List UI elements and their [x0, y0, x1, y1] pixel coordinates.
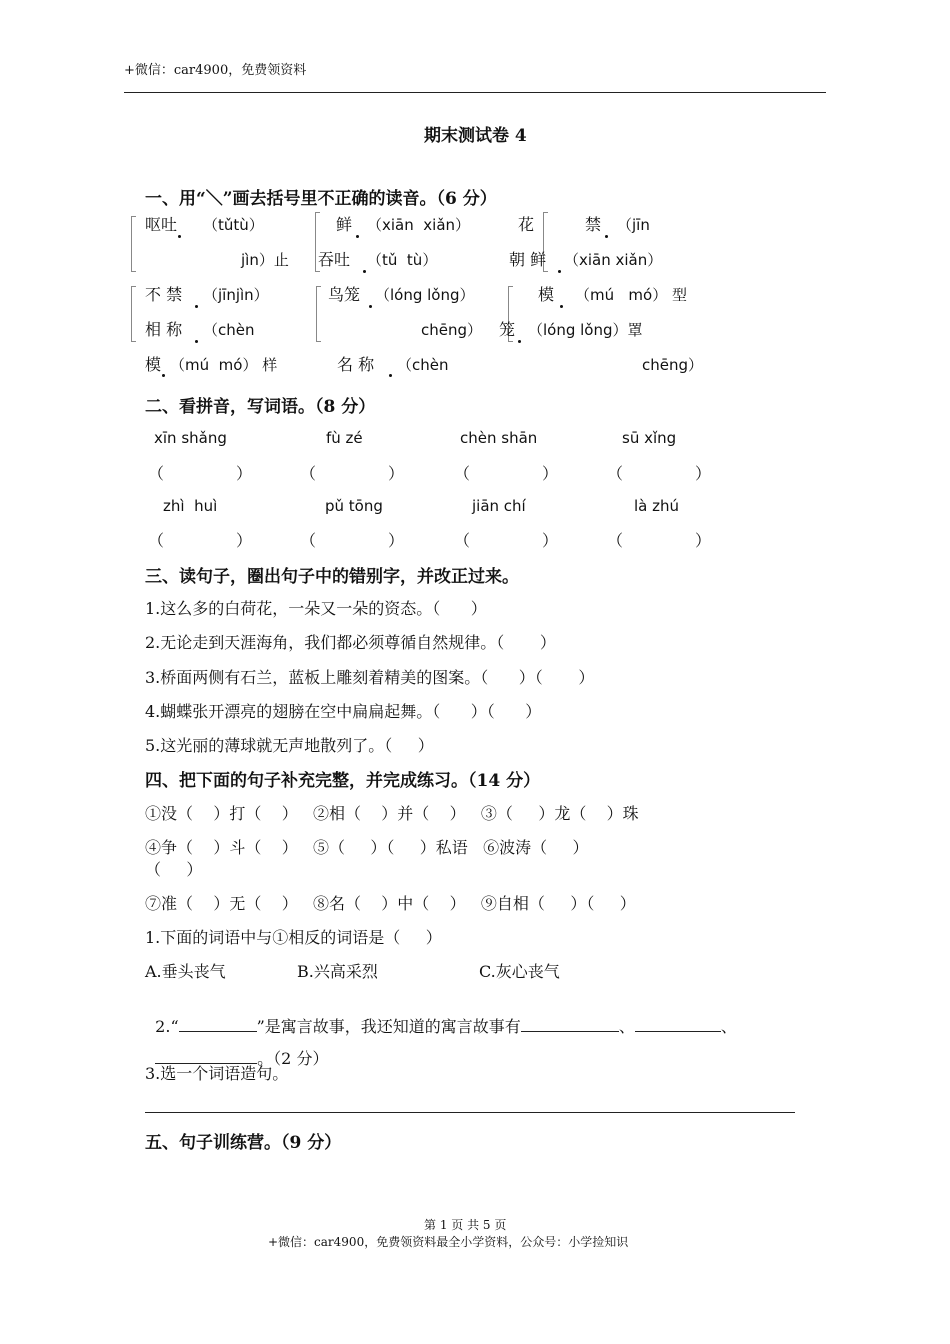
pinyin-chenshan: chèn shān — [460, 429, 538, 447]
answer-paren-open: （ — [607, 531, 624, 550]
pinyin-jianchi: jiān chí — [472, 497, 526, 515]
q2-blank-2[interactable] — [635, 1015, 721, 1032]
brace-5 — [316, 286, 321, 342]
s3-item-4: 4.蝴蝶张开漂亮的翅膀在空中扁扁起舞。（ ）（ ） — [145, 702, 542, 721]
s3-item-1: 1.这么多的白荷花，一朵又一朵的资态。（ ） — [145, 599, 487, 618]
answer-paren-open: （ — [454, 531, 471, 550]
brace-1 — [131, 216, 136, 272]
page-title: 期末测试卷 4 — [424, 126, 527, 146]
s1-r3-c-pinyin: （mú mó） 型 — [575, 286, 687, 304]
pinyin-fuze: fù zé — [326, 429, 363, 447]
emphasis-dot — [178, 235, 181, 238]
q2-sep-2: 、 — [720, 1017, 737, 1036]
emphasis-dot — [369, 305, 372, 308]
q2-blank-1[interactable] — [521, 1015, 619, 1032]
s1-r1-b-after: 花 — [518, 215, 535, 234]
s1-r3-a-word: 不 禁 — [145, 285, 183, 304]
answer-paren-open: （ — [300, 464, 317, 483]
emphasis-dot — [162, 374, 165, 377]
s1-r5-a-word: 模 — [145, 355, 162, 374]
answer-paren-open: （ — [148, 531, 165, 550]
answer-paren-open: （ — [148, 464, 165, 483]
pinyin-zhihui: zhì huì — [163, 497, 218, 515]
answer-paren-close: ） — [695, 531, 712, 550]
section1-heading: 一、用“＼”画去括号里不正确的读音。（6 分） — [145, 189, 497, 209]
answer-paren-close: ） — [236, 464, 253, 483]
s4-option-c: C.灰心丧气 — [479, 962, 560, 981]
s1-r4-b-pinyin2: （lóng lǒng）罩 — [528, 321, 643, 339]
emphasis-dot — [560, 305, 563, 308]
s1-r2-c-word: 朝 鲜 — [509, 250, 547, 269]
section5-heading: 五、句子训练营。（9 分） — [145, 1133, 342, 1153]
s1-r3-b-word: 鸟笼 — [328, 285, 361, 304]
section4-heading: 四、把下面的句子补充完整，并完成练习。（14 分） — [145, 771, 541, 791]
s4-idioms-row2: ④争（ ）斗（ ） ⑤（ ）（ ）私语 ⑥波涛（ ） — [145, 838, 589, 857]
q2-text: ”是寓言故事，我还知道的寓言故事有 — [256, 1017, 521, 1036]
s3-item-2: 2.无论走到天涯海角，我们都必须尊循自然规律。（ ） — [145, 633, 556, 652]
emphasis-dot — [605, 235, 608, 238]
s1-r3-b-pinyin: （lóng lǒng） — [375, 286, 475, 304]
s1-r5-a-pinyin: （mú mó） 样 — [170, 356, 278, 374]
s1-r1-b-pinyin: （xiān xiǎn） — [367, 216, 471, 234]
footer-wechat: +微信：car4900，免费领资料最全小学资料，公众号：小学捡知识 — [268, 1235, 629, 1249]
emphasis-dot — [558, 270, 561, 273]
answer-paren-open: （ — [454, 464, 471, 483]
pinyin-lazhu: là zhú — [634, 497, 680, 515]
s4-idioms-row3: ⑦准（ ）无（ ） ⑧名（ ）中（ ） ⑨自相（ ）（ ） — [145, 894, 636, 913]
s3-item-5: 5.这光丽的薄球就无声地散列了。（ ） — [145, 736, 434, 755]
emphasis-dot — [389, 374, 392, 377]
brace-4 — [131, 286, 136, 342]
s1-r5-b-word: 名 称 — [337, 355, 375, 374]
s1-r4-a-word: 相 称 — [145, 320, 183, 339]
pinyin-xinshang: xīn shǎng — [154, 429, 227, 447]
pinyin-putong: pǔ tōng — [325, 497, 383, 515]
emphasis-dot — [195, 305, 198, 308]
s1-r1-b-word: 鲜 — [336, 215, 353, 234]
emphasis-dot — [356, 235, 359, 238]
answer-paren-close: ） — [388, 464, 405, 483]
s1-r1-c-word: 禁 — [585, 215, 602, 234]
q2-points: 。（2 分） — [257, 1049, 329, 1068]
header-wechat: +微信：car4900，免费领资料 — [124, 63, 307, 78]
answer-paren-close: ） — [542, 464, 559, 483]
s1-r1-a-word: 呕吐 — [145, 215, 178, 234]
answer-paren-close: ） — [236, 531, 253, 550]
section3-heading: 三、读句子，圈出句子中的错别字，并改正过来。 — [145, 567, 519, 587]
s4-question-3: 3.选一个词语造句。 — [145, 1064, 289, 1083]
answer-paren-close: ） — [388, 531, 405, 550]
emphasis-dot — [518, 340, 521, 343]
s1-r2-b-pinyin: （tǔ tù） — [367, 251, 438, 269]
s1-r1-c-pinyin: （jīn — [617, 216, 650, 234]
s1-r2-c-pinyin: （xiān xiǎn） — [564, 251, 663, 269]
answer-paren-close: ） — [542, 531, 559, 550]
s1-r1-a-pinyin: （tǔtù） — [203, 216, 264, 234]
section2-heading: 二、看拼音，写词语。（8 分） — [145, 397, 376, 417]
s4-question-1: 1.下面的词语中与①相反的词语是（ ） — [145, 928, 442, 947]
pinyin-suxing: sū xǐng — [622, 429, 677, 447]
s4-idioms-row1: ①没（ ）打（ ） ②相（ ）并（ ） ③（ ）龙（ ）珠 — [145, 804, 639, 823]
emphasis-dot — [195, 340, 198, 343]
s1-r2-a-pinyin: jìn）止 — [241, 251, 289, 269]
s1-r4-b-word: 笼 — [499, 320, 516, 339]
s4-option-a: A.垂头丧气 — [145, 962, 226, 981]
s1-r3-a-pinyin: （jīnjìn） — [203, 286, 269, 304]
s1-r5-c-pinyin: chēng） — [642, 356, 704, 374]
q2-sep-1: 、 — [618, 1017, 635, 1036]
s1-r5-b-pinyin: （chèn — [397, 356, 449, 374]
answer-line[interactable] — [145, 1112, 795, 1113]
footer-page-number: 第 1 页 共 5 页 — [424, 1218, 507, 1232]
s1-r4-b-pinyin: chēng） — [421, 321, 483, 339]
s4-idioms-row2b: （ ） — [145, 860, 203, 879]
q2-open-quote: 2.“ — [155, 1017, 179, 1036]
s1-r3-c-word: 模 — [538, 285, 555, 304]
answer-paren-close: ） — [695, 464, 712, 483]
s3-item-3: 3.桥面两侧有石兰，蓝板上雕刻着精美的图案。（ ）（ ） — [145, 668, 595, 687]
answer-paren-open: （ — [607, 464, 624, 483]
header-divider — [124, 92, 826, 93]
s1-r2-b-word: 吞吐 — [318, 250, 351, 269]
answer-paren-open: （ — [300, 531, 317, 550]
s1-r4-a-pinyin: （chèn — [203, 321, 255, 339]
s4-option-b: B.兴高采烈 — [297, 962, 378, 981]
emphasis-dot — [363, 270, 366, 273]
